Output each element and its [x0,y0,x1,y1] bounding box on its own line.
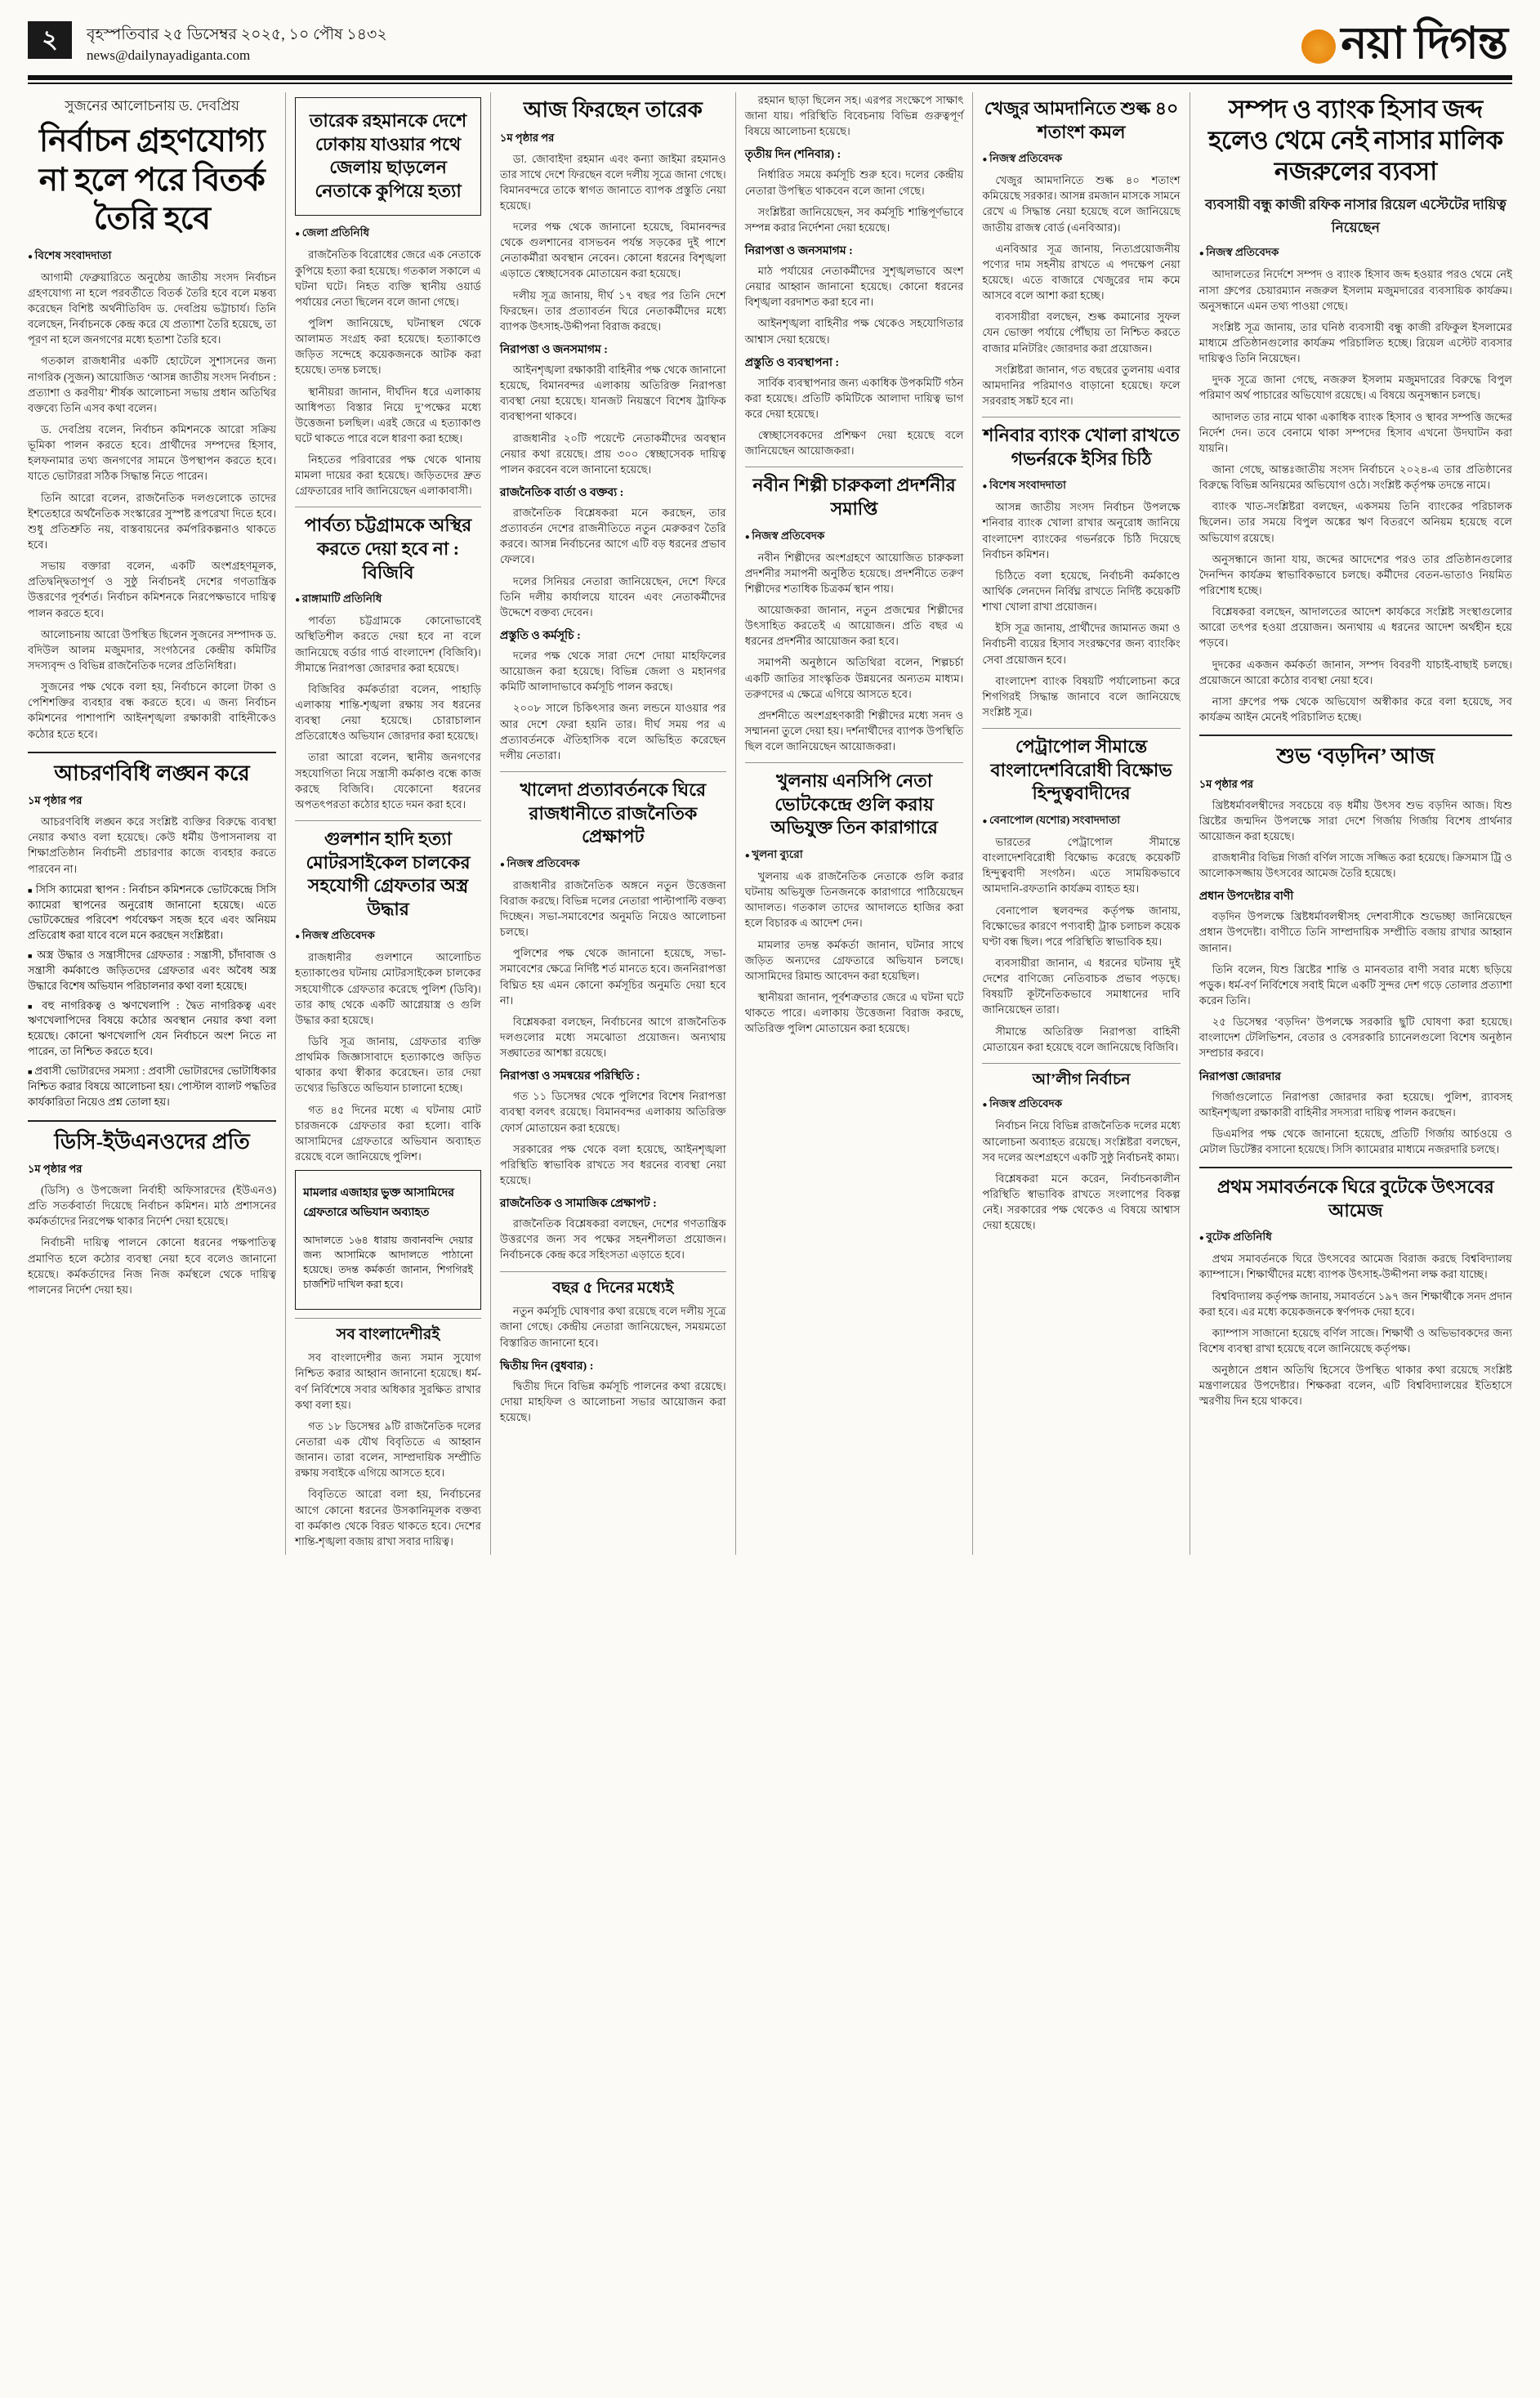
body-paragraph: খেজুর আমদানিতে শুল্ক ৪০ শতাংশ কমিয়েছে সরকার। আসন্ন রমজান মাসকে সামনে রেখে এ সিদ্ধান্ত নেয়া হয়েছে বলে জানিয়েছে জাতীয় রাজস্ব বোর্ড (এনবিআর)। [982,174,1181,234]
body-paragraph: পুলিশ জানিয়েছে, ঘটনাস্থল থেকে আলামত সংগ্রহ করা হয়েছে। হত্যাকাণ্ডে জড়িত সন্দেহে কয়েকজনকে আটক করা হয়েছে। তদন্ত চলছে। [295,316,481,377]
body-paragraph: দলের পক্ষ থেকে সারা দেশে দোয়া মাহফিলের আয়োজন করা হয়েছে। বিভিন্ন জেলা ও মহানগর কমিটি আলাদাভাবে কর্মসূচি পালন করছে। [499,650,726,694]
body-paragraph: গির্জাগুলোতে নিরাপত্তা জোরদার করা হয়েছে। পুলিশ, র‍্যাবসহ আইনশৃঙ্খলা রক্ষাকারী বাহিনীর সদস্যরা দায়িত্ব পালন করছেন। [1199,1090,1512,1119]
body-paragraph: সুজনের পক্ষ থেকে বলা হয়, নির্বাচনে কালো টাকা ও পেশিশক্তির ব্যবহার বন্ধ করতে হবে। এ জন্য নির্বাচন কমিশনের পাশাপাশি আইনশৃঙ্খলা রক্ষাকারী বাহিনীকেও কঠোর হতে হবে। [28,681,277,740]
body-paragraph: মাঠ পর্যায়ের নেতাকর্মীদের সুশৃঙ্খলভাবে অংশ নেয়ার আহ্বান জানানো হয়েছে। কোনো ধরনের বিশৃঙ্খলা বরদাশত করা হবে না। [744,264,964,309]
body-paragraph: সব বাংলাদেশীর জন্য সমান সুযোগ নিশ্চিত করার আহ্বান জানানো হয়েছে। ধর্ম-বর্ণ নির্বিশেষে সবার অধিকার সুরক্ষিত রাখার কথা বলা হয়। [295,1351,481,1411]
sub-headline: বছর ৫ দিনের মধ্যেই [552,1279,674,1297]
body-paragraph: পার্বত্য চট্টগ্রামকে কোনোভাবেই অস্থিতিশীল করতে দেয়া হবে না বলে জানিয়েছে বর্ডার গার্ড বাংলাদেশ (বিজিবি)। সীমান্তে নিরাপত্তা জোরদার করা হয়েছে। [295,614,481,674]
boxed-headline: তারেক রহমানকে দেশে ঢোকায় যাওয়ার পথে জেলায় ছাড়লেন নেতাকে কুপিয়ে হত্যা [309,110,467,201]
body-paragraph: সংশ্লিষ্ট সূত্র জানায়, তার ঘনিষ্ঠ ব্যবসায়ী বন্ধু কাজী রফিকুল ইসলামের মাধ্যমে প্রতিষ্ঠানগুলোর কার্যক্রম পরিচালিত হচ্ছে। রিয়েল এস্টেট ব্যবসার দায়িত্বও তিনি নিয়েছেন। [1199,320,1512,365]
masthead [0,0,1540,74]
lead-headline: নির্বাচন গ্রহণযোগ্য না হলে পরে বিতর্ক তৈরি হবে [38,123,266,237]
article-kicker: ব্যবসায়ী বন্ধু কাজী রফিক নাসার রিয়েল এস্টেটের দায়িত্ব নিয়েছেন [1204,197,1507,236]
body-paragraph: ড. দেবপ্রিয় বলেন, নির্বাচন কমিশনকে আরো সক্রিয় ভূমিকা পালন করতে হবে। প্রার্থীদের সম্পদের হিসাব, হলফনামার তথ্য জনগণের সামনে উপস্থাপন করতে হবে। যাতে ভোটাররা সঠিক সিদ্ধান্ত নিতে পারেন। [28,423,277,483]
website-email: news@dailynayadiganta.com [87,47,251,63]
body-paragraph: ব্যাংক খাত-সংশ্লিষ্টরা বলছেন, একসময় তিনি ব্যাংকের পরিচালক ছিলেন। তার সময়ে বিপুল অঙ্কের ঋণ বিতরণে অনিয়ম হয়েছে বলে অভিযোগ রয়েছে। [1199,500,1512,544]
sub-headline: খালেদা প্রত্যাবর্তনকে ঘিরে রাজধানীতে রাজনৈতিক প্রেক্ষাপট [520,779,707,847]
lead-headline-right: সম্পদ ও ব্যাংক হিসাব জব্দ হলেও থেমে নেই নাসার মালিক নজরুলের ব্যবসা [1208,95,1503,185]
body-paragraph: রাজনৈতিক বিরোধের জেরে এক নেতাকে কুপিয়ে হত্যা করা হয়েছে। গতকাল সকালে এ ঘটনা ঘটে। নিহত ব্যক্তি স্থানীয় ওয়ার্ড পর্যায়ের নেতা ছিলেন বলে জানা গেছে। [295,248,481,308]
body-paragraph: বিবৃতিতে আরো বলা হয়, নির্বাচনের আগে কোনো ধরনের উসকানিমূলক বক্তব্য বা কর্মকাণ্ড থেকে বিরত থাকতে হবে। দেশের শান্তি-শৃঙ্খলা বজায় রাখা সবার দায়িত্ব। [295,1488,481,1547]
continuation-label: ১ম পৃষ্ঠার পর [28,794,83,807]
body-paragraph: ব্যবসায়ীরা বলছেন, শুল্ক কমানোর সুফল যেন ভোক্তা পর্যায়ে পৌঁছায় তা নিশ্চিত করতে বাজার মনিটরিং জোরদার করা প্রয়োজন। [982,310,1181,355]
masthead-dateline-block [87,21,387,64]
byline: ● নিজস্ব প্রতিবেদক [295,927,481,945]
subsection-heading: প্রস্তুতি ও কর্মসূচি : [499,630,581,643]
body-paragraph: আলোচনায় আরো উপস্থিত ছিলেন সুজনের সম্পাদক ড. বদিউল আলম মজুমদার, সংগঠনের কেন্দ্রীয় কমিটির সদস্যবৃন্দ ও বিভিন্ন রাজনৈতিক দলের প্রতিনিধিরা। [28,627,277,672]
body-paragraph: সরকারের পক্ষ থেকে বলা হয়েছে, আইনশৃঙ্খলা পরিস্থিতি স্বাভাবিক রাখতে সব ধরনের ব্যবস্থা নেয়া হয়েছে। [499,1142,726,1187]
subsection-heading: নিরাপত্তা ও জনসমাগম : [499,344,608,357]
body-paragraph: বড়দিন উপলক্ষে খ্রিষ্টধর্মাবলম্বীসহ দেশবাসীকে শুভেচ্ছা জানিয়েছেন প্রধান উপদেষ্টা। বাণীতে তিনি সাম্প্রদায়িক সম্প্রীতি বজায় রাখার আহ্বান জানান। [1199,910,1512,954]
body-paragraph: রাজধানীর ২০টি পয়েন্টে নেতাকর্মীদের অবস্থান নেয়ার কথা রয়েছে। প্রায় ৩০০ স্বেচ্ছাসেবক দায়িত্ব পালন করবেন বলে জানানো হয়েছে। [499,431,726,476]
body-paragraph: স্থানীয়রা জানান, পূর্বশত্রুতার জেরে এ ঘটনা ঘটে থাকতে পারে। এলাকায় উত্তেজনা বিরাজ করছে, অতিরিক্ত পুলিশ মোতায়েন করা হয়েছে। [744,991,964,1035]
subsection-heading: তৃতীয় দিন (শনিবার) : [744,149,841,162]
section-divider [295,820,481,821]
subsection-heading: প্রধান উপদেষ্টার বাণী [1199,891,1294,904]
body-paragraph: এনবিআর সূত্র জানায়, নিত্যপ্রয়োজনীয় পণ্যের দাম সহনীয় রাখতে এ পদক্ষেপ নেয়া হয়েছে। এতে বাজারে খেজুরের দাম কমে আসবে বলে আশা করা হচ্ছে। [982,242,1181,302]
body-paragraph: ক্যাম্পাস সাজানো হয়েছে বর্ণিল সাজে। শিক্ষার্থী ও অভিভাবকদের জন্য বিশেষ ব্যবস্থা রাখা হয়েছে বলে জানিয়েছে কর্তৃপক্ষ। [1199,1326,1512,1355]
subsection-heading: নিরাপত্তা ও সমন্বয়ের পরিস্থিতি : [499,1070,641,1083]
body-paragraph: দলের পক্ষ থেকে জানানো হয়েছে, বিমানবন্দর থেকে গুলশানের বাসভবন পর্যন্ত সড়কের দুই পাশে নেতাকর্মীরা অবস্থান নেবেন। কোনো ধরনের বিশৃঙ্খলা এড়াতে স্বেচ্ছাসেবক মোতায়েন করা হয়েছে। [499,221,726,280]
body-paragraph: আগামী ফেব্রুয়ারিতে অনুষ্ঠেয় জাতীয় সংসদ নির্বাচন গ্রহণযোগ্য না হলে পরবর্তীতে বিতর্ক তৈরি হবে বলে মন্তব্য করেছেন বিশিষ্ট অর্থনীতিবিদ ড. দেবপ্রিয় ভট্টাচার্য। তিনি বলেছেন, নির্বাচনকে কেন্দ্র করে যে প্রত্যাশা তৈরি হয়েছে, তা পূরণ না হলে জনগণের মধ্যে হতাশা তৈরি হবে। [28,270,277,346]
sub-headline: খুলনায় এনসিপি নেতা ভোটকেন্দ্রে গুলি করায় অভিযুক্ত তিন কারাগারে [770,770,938,838]
masthead-right [1301,19,1507,68]
body-paragraph: বিজিবির কর্মকর্তারা বলেন, পাহাড়ি এলাকায় শান্তি-শৃঙ্খলা রক্ষায় সব ধরনের ব্যবস্থা নেয়া হয়েছে। চোরাচালান প্রতিরোধেও অভিযান জোরদার করা হয়েছে। [295,682,481,743]
byline: ● নিজস্ব প্রতিবেদক [500,855,726,873]
sub-headline: নবীন শিল্পী চারুকলা প্রদর্শনীর সমাপ্তি [752,475,956,519]
body-paragraph: জানা গেছে, আন্তঃজাতীয় সংসদ নির্বাচনে ২০২৪-এ তার প্রতিষ্ঠানের বিরুদ্ধে বিভিন্ন অনিয়মের অভিযোগ ওঠে। সংশ্লিষ্ট কর্তৃপক্ষ তদন্তে নামে। [1199,462,1512,492]
body-paragraph: ২৫ ডিসেম্বর ‘বড়দিন’ উপলক্ষে সরকারি ছুটি ঘোষণা করা হয়েছে। বাংলাদেশ টেলিভিশন, বেতার ও বেসরকারি চ্যানেলগুলো বিশেষ অনুষ্ঠান সম্প্রচার করবে। [1199,1016,1512,1060]
section-divider [500,771,726,772]
body-paragraph: ডিএমপির পক্ষ থেকে জানানো হয়েছে, প্রতিটি গির্জায় আর্চওয়ে ও মেটাল ডিটেক্টর বসানো হয়েছে। সিসি ক্যামেরার মাধ্যমে নজরদারি চলছে। [1199,1127,1512,1155]
boxed-story [295,97,481,216]
body-paragraph: গত ১১ ডিসেম্বর থেকে পুলিশের বিশেষ নিরাপত্তা ব্যবস্থা বলবৎ রয়েছে। বিমানবন্দর এলাকায় অতিরিক্ত ফোর্স মোতায়েন করা হয়েছে। [499,1090,726,1134]
section-divider [1199,1167,1512,1168]
body-paragraph: ডা. জোবাইদা রহমান এবং কন্যা জাইমা রহমানও তার সাথে দেশে ফিরছেন বলে দলীয় সূত্রে জানা গেছে। বিমানবন্দরে তাকে স্বাগত জানাতে ব্যাপক প্রস্তুতি নেয়া হয়েছে। [499,152,726,212]
body-paragraph: রাজনৈতিক বিশ্লেষকরা বলছেন, দেশের গণতান্ত্রিক উত্তরণের জন্য সব পক্ষের সহনশীলতা প্রয়োজন। নির্বাচনকে কেন্দ্র করে সহিংসতা এড়াতে হবে। [499,1217,726,1262]
sub-headline: সব বাংলাদেশীরই [336,1325,440,1343]
section-divider [28,1120,276,1122]
continuation-label: ১ম পৃষ্ঠার পর [499,131,555,144]
body-paragraph: রাজধানীর গুলশানে আলোচিত হত্যাকাণ্ডের ঘটনায় মোটরসাইকেল চালকের সহযোগীকে গ্রেফতার করেছে পুলিশ (ডিবি)। তার কাছ থেকে একটি আগ্নেয়াস্ত্র ও গুলি উদ্ধার করা হয়েছে। [295,951,481,1026]
subsection-heading: রাজনৈতিক বার্তা ও বক্তব্য : [499,487,624,500]
body-paragraph: সংশ্লিষ্টরা জানিয়েছেন, সব কর্মসূচি শান্তিপূর্ণভাবে সম্পন্ন করার নির্দেশনা দেয়া হয়েছে। [744,205,964,234]
list-item: ■ সিসি ক্যামেরা স্থাপন : নির্বাচন কমিশনকে ভোটকেন্দ্রে সিসি ক্যামেরা স্থাপনের অনুরোধ জানানো হয়েছে। এতে ভোটকেন্দ্রের পরিবেশ পর্যবেক্ষণ সহজ হবে এবং অনিয়ম প্রতিরোধ করা যাবে বলে মনে করছেন সংশ্লিষ্টরা। [28,882,276,944]
masthead-left [28,21,387,64]
byline: ● নিজস্ব প্রতিবেদক [982,1095,1180,1114]
body-paragraph: রাজধানীর বিভিন্ন গির্জা বর্ণিল সাজে সজ্জিত করা হয়েছে। ক্রিসমাস ট্রি ও আলোকসজ্জায় উৎসবের আমেজ তৈরি হয়েছে। [1199,851,1512,880]
list-item: ■ অস্ত্র উদ্ধার ও সন্ত্রাসীদের গ্রেফতার : সন্ত্রাসী, চাঁদাবাজ ও সন্ত্রাসী কর্মকাণ্ডে জড়িতদের গ্রেফতার এবং অবৈধ অস্ত্র উদ্ধারে বিশেষ অভিযান পরিচালনার কথা বলা হয়েছে। [28,948,276,994]
body-paragraph: বেনাপোল স্থলবন্দর কর্তৃপক্ষ জানায়, বিক্ষোভের কারণে পণ্যবাহী ট্রাক চলাচল কয়েক ঘণ্টা বন্ধ ছিল। পরে পরিস্থিতি স্বাভাবিক হয়। [982,904,1181,948]
body-paragraph: তিনি বলেন, যিশু খ্রিষ্টের শান্তি ও মানবতার বাণী সবার মধ্যে ছড়িয়ে পড়ুক। ধর্ম-বর্ণ নির্বিশেষে সবাই মিলে একটি সুন্দর দেশ গড়ে তোলার প্রত্যাশা করেন তিনি। [1199,962,1512,1007]
body-paragraph: নির্বাচন নিয়ে বিভিন্ন রাজনৈতিক দলের মধ্যে আলোচনা অব্যাহত রয়েছে। সংশ্লিষ্টরা বলছেন, সব দলের অংশগ্রহণে একটি সুষ্ঠু নির্বাচনই কাম্য। [982,1119,1181,1163]
body-paragraph: নাসা গ্রুপের পক্ষ থেকে অভিযোগ অস্বীকার করে বলা হয়েছে, সব কার্যক্রম আইন মেনেই পরিচালিত হচ্ছে। [1199,694,1512,723]
body-paragraph: ডিবি সূত্র জানায়, গ্রেফতার ব্যক্তি প্রাথমিক জিজ্ঞাসাবাদে হত্যাকাণ্ডে জড়িত থাকার কথা স্বীকার করেছেন। তার দেয়া তথ্যের ভিত্তিতে অভিযান চালানো হচ্ছে। [295,1035,481,1095]
body-paragraph: বিশ্লেষকরা বলছেন, আদালতের আদেশ কার্যকরে সংশ্লিষ্ট সংস্থাগুলোর আরো তৎপর হওয়া প্রয়োজন। অন্যথায় এ ধরনের আদেশ অর্থহীন হয়ে পড়বে। [1199,605,1512,650]
body-paragraph: আয়োজকরা জানান, নতুন প্রজন্মের শিল্পীদের উৎসাহিত করতেই এ আয়োজন। প্রতি বছর এ ধরনের প্রদর্শনীর আয়োজন করা হবে। [744,604,964,648]
byline: ● জেলা প্রতিনিধি [295,224,481,243]
subsection-heading: দ্বিতীয় দিন (বুধবার) : [499,1360,594,1373]
date-line: বৃহস্পতিবার ২৫ ডিসেম্বর ২০২৫, ১০ পৌষ ১৪৩২ [87,26,387,43]
boxed-subhead: মামলার এজাহার ভুক্ত আসামিদের গ্রেফতারে অভিযান অব্যাহত [303,1187,454,1220]
body-paragraph: দুদকের একজন কর্মকর্তা জানান, সম্পদ বিবরণী যাচাই-বাছাই চলছে। প্রয়োজনে আরো কঠোর ব্যবস্থা নেয়া হবে। [1199,658,1512,686]
byline: ● বুটেক প্রতিনিধি [1199,1228,1512,1247]
body-paragraph: প্রদর্শনীতে অংশগ্রহণকারী শিল্পীদের মধ্যে সনদ ও সম্মাননা তুলে দেয়া হয়। দর্শনার্থীদের ব্যাপক উপস্থিতি ছিল বলে জানিয়েছেন আয়োজকরা। [744,708,964,753]
column-3 [491,92,736,1555]
body-paragraph: আইনশৃঙ্খলা বাহিনীর পক্ষ থেকেও সহযোগিতার আশ্বাস দেয়া হয়েছে। [744,317,964,346]
body-paragraph: তারা আরো বলেন, স্থানীয় জনগণের সহযোগিতা নিয়ে সন্ত্রাসী কর্মকাণ্ড বন্ধে কাজ করছে বিজিবি। যেকোনো ধরনের অপতৎপরতা কঠোর হাতে দমন করা হবে। [295,751,481,810]
body-paragraph: ইসি সূত্র জানায়, প্রার্থীদের জামানত জমা ও নির্বাচনী ব্যয়ের হিসাব সংরক্ষণের জন্য ব্যাংকিং সেবা প্রয়োজন হবে। [982,622,1181,666]
sub-headline: প্রথম সমাবর্তনকে ঘিরে বুটেকে উৎসবের আমেজ [1216,1177,1494,1221]
body-paragraph: আসন্ন জাতীয় সংসদ নির্বাচন উপলক্ষে শনিবার ব্যাংক খোলা রাখার অনুরোধ জানিয়ে বাংলাদেশ ব্যাংকের গভর্নরকে চিঠি দিয়েছে নির্বাচন কমিশন। [982,501,1181,560]
body-paragraph: নবীন শিল্পীদের অংশগ্রহণে আয়োজিত চারুকলা প্রদর্শনীর সমাপনী অনুষ্ঠিত হয়েছে। প্রদর্শনীতে তরুণ শিল্পীদের শতাধিক চিত্রকর্ম স্থান পায়। [744,551,964,595]
body-paragraph: নিহতের পরিবারের পক্ষ থেকে থানায় মামলা দায়ের করা হয়েছে। জড়িতদের দ্রুত গ্রেফতারের দাবি জানিয়েছেন এলাকাবাসী। [295,453,481,498]
column-4 [736,92,974,1555]
column-6 [1190,92,1512,1555]
byline: ● বেনাপোল (যশোর) সংবাদদাতা [982,811,1180,830]
column-2 [286,92,491,1555]
section-divider [745,762,964,763]
boxed-paragraph: আদালতে ১৬৪ ধারায় জবানবন্দি দেয়ার জন্য আসামিকে আদালতে পাঠানো হয়েছে। তদন্ত কর্মকর্তা জানান, শিগগিরই চার্জশিট দাখিল করা হবে। [303,1234,473,1291]
subsection-heading: রাজনৈতিক ও সামাজিক প্রেক্ষাপট : [499,1198,657,1211]
body-paragraph: দলের সিনিয়র নেতারা জানিয়েছেন, দেশে ফিরে তিনি দলীয় কার্যালয়ে যাবেন এবং নেতাকর্মীদের উদ্দেশে বক্তব্য দেবেন। [499,574,726,618]
boxed-note [295,1170,481,1310]
body-paragraph: সংশ্লিষ্টরা জানান, গত বছরের তুলনায় এবার আমদানির পরিমাণও বাড়ানো হয়েছে। ফলে সরবরাহ সঙ্কট হবে না। [982,363,1181,408]
body-paragraph: মামলার তদন্ত কর্মকর্তা জানান, ঘটনার সাথে জড়িত অন্যদের গ্রেফতারে অভিযান চলছে। আসামিদের রিমান্ড আবেদন করা হয়েছিল। [744,938,964,982]
list-item: ■ প্রবাসী ভোটারদের সমস্যা : প্রবাসী ভোটারদের ভোটাধিকার নিশ্চিত করার বিষয়ে আলোচনা হয়। পোস্টাল ব্যালট পদ্ধতির কার্যকারিতা নিয়েও প্রশ্ন তোলা হয়। [28,1064,276,1110]
list-item: ■ বহু নাগরিকত্ব ও ঋণখেলাপি : দ্বৈত নাগরিকত্ব এবং ঋণখেলাপিদের বিষয়ে কঠোর অবস্থান নেয়ার কথা বলা হয়েছে। কোনো ঋণখেলাপি যেন নির্বাচনে অংশ নিতে না পারেন, তা নিশ্চিত করতে হবে। [28,998,276,1060]
byline: ● নিজস্ব প্রতিবেদক [745,527,964,546]
section-divider [28,752,276,753]
body-paragraph: নির্ধারিত সময়ে কর্মসূচি শুরু হবে। দলের কেন্দ্রীয় নেতারা উপস্থিত থাকবেন বলে জানা গেছে। [744,168,964,197]
body-paragraph: স্বেচ্ছাসেবকদের প্রশিক্ষণ দেয়া হয়েছে বলে জানিয়েছেন আয়োজকরা। [744,429,964,458]
body-paragraph: আইনশৃঙ্খলা রক্ষাকারী বাহিনীর পক্ষ থেকে জানানো হয়েছে, বিমানবন্দর এলাকায় অতিরিক্ত নিরাপত্তা ব্যবস্থা নেয়া হয়েছে। যানজট নিয়ন্ত্রণে বিশেষ ট্রাফিক ব্যবস্থাপনা থাকবে। [499,364,726,423]
sub-headline: শনিবার ব্যাংক খোলা রাখতে গভর্নরকে ইসির চিঠি [983,425,1180,469]
article-headline: খেজুর আমদানিতে শুল্ক ৪০ শতাংশ কমল [984,98,1179,142]
sub-headline: পার্বত্য চট্টগ্রামকে অস্থির করতে দেয়া হবে না : বিজিবি [304,515,472,583]
continuation-label: ১ম পৃষ্ঠার পর [28,1163,83,1176]
sun-icon [1301,29,1336,64]
page-number: ২ [28,21,72,59]
body-paragraph: গতকাল রাজধানীর একটি হোটেলে সুশাসনের জন্য নাগরিক (সুজন) আয়োজিত ‘আসন্ন জাতীয় সংসদ নির্বাচন : প্রত্যাশা ও করণীয়’ শীর্ষক আলোচনা সভায় প্রধান অতিথির বক্তব্যে তিনি এসব কথা বলেন। [28,355,277,414]
page-columns [0,84,1540,1588]
section-divider [500,1271,726,1272]
body-paragraph: সমাপনী অনুষ্ঠানে অতিথিরা বলেন, শিল্পচর্চা একটি জাতির সাংস্কৃতিক উন্নয়নের অন্যতম মাধ্যম। তরুণদের এ ক্ষেত্রে এগিয়ে আসতে হবে। [744,656,964,700]
continuation-label: ১ম পৃষ্ঠার পর [1199,777,1254,790]
body-paragraph: রাজধানীর রাজনৈতিক অঙ্গনে নতুন উত্তেজনা বিরাজ করছে। বিভিন্ন দলের নেতারা পাল্টাপাল্টি বক্তব্য দিচ্ছেন। সভা-সমাবেশের অনুমতি নিয়েও আলোচনা চলছে। [499,878,726,939]
body-paragraph: ব্যবসায়ীরা জানান, এ ধরনের ঘটনায় দুই দেশের বাণিজ্যে নেতিবাচক প্রভাব পড়ছে। বিষয়টি কূটনৈতিকভাবে সমাধানের দাবি জানিয়েছেন তারা। [982,956,1181,1016]
body-paragraph: গত ১৮ ডিসেম্বর ৯টি রাজনৈতিক দলের নেতারা এক যৌথ বিবৃতিতে এ আহ্বান জানান। তারা বলেন, সাম্প্রদায়িক সম্প্রীতি রক্ষায় সবাইকে এগিয়ে আসতে হবে। [295,1419,481,1480]
sub-headline: আ’লীগ নির্বাচন [1032,1070,1131,1088]
section-divider [982,1063,1180,1064]
sub-headline: আচরণবিধি লঙ্ঘন করে [54,761,250,785]
masthead-rule-thick [28,75,1512,80]
newspaper-logo [1301,19,1507,68]
body-paragraph: অনুষ্ঠানে প্রধান অতিথি হিসেবে উপস্থিত থাকার কথা রয়েছে সংশ্লিষ্ট মন্ত্রণালয়ের উপদেষ্টার। শিক্ষকরা বলেন, এটি বিশ্ববিদ্যালয়ের ইতিহাসে স্মরণীয় দিন হয়ে থাকবে। [1199,1364,1512,1408]
body-paragraph: নির্বাচনী দায়িত্ব পালনে কোনো ধরনের পক্ষপাতিত্ব প্রমাণিত হলে কঠোর ব্যবস্থা নেয়া হবে বলেও জানানো হয়েছে। কর্মকর্তাদের নিজ নিজ কর্মস্থলে থেকে দায়িত্ব পালনের নির্দেশ দেয়া হয়। [28,1236,277,1296]
body-paragraph: বাংলাদেশ ব্যাংক বিষয়টি পর্যালোচনা করে শিগগিরই সিদ্ধান্ত জানাবে বলে জানিয়েছে সংশ্লিষ্ট সূত্র। [982,674,1181,719]
body-paragraph: সভায় বক্তারা বলেন, একটি অংশগ্রহণমূলক, প্রতিদ্বন্দ্বিতাপূর্ণ ও সুষ্ঠু নির্বাচনই দেশের গণতান্ত্রিক উত্তরণের পূর্বশর্ত। নির্বাচন কমিশনকে নিরপেক্ষভাবে দায়িত্ব পালন করতে হবে। [28,560,277,619]
byline: ● বিশেষ সংবাদদাতা [28,247,276,266]
body-paragraph: (ডিসি) ও উপজেলা নির্বাহী অফিসারদের (ইউএনও) প্রতি সতর্কবার্তা দিয়েছে নির্বাচন কমিশন। মাঠ প্রশাসনের কর্মকর্তাদের নিরপেক্ষ থাকার নির্দেশ দেয়া হয়েছে। [28,1184,277,1228]
body-paragraph: রহমান ছাড়া ছিলেন সহ। এরপর সংক্ষেপে সাক্ষাৎ জানা যায়। পরিস্থিতি বিবেচনায় বিভিন্ন গুরুত্বপূর্ণ বিষয়ে আলোচনা হয়েছে। [744,94,964,138]
column-5 [973,92,1190,1555]
body-paragraph: রাজনৈতিক বিশ্লেষকরা মনে করছেন, তার প্রত্যাবর্তন দেশের রাজনীতিতে নতুন মেরুকরণ তৈরি করবে। আসন্ন নির্বাচনের আগে এটি বড় ধরনের প্রভাব ফেলবে। [499,507,726,566]
article-kicker: সুজনের আলোচনায় ড. দেবপ্রিয় [65,98,239,114]
section-divider [295,1318,481,1319]
body-paragraph: সীমান্তে অতিরিক্ত নিরাপত্তা বাহিনী মোতায়েন করা হয়েছে বলে জানিয়েছে বিজিবি। [982,1025,1181,1053]
sub-headline: শুভ ‘বড়দিন’ আজ [1276,744,1435,769]
subsection-heading: নিরাপত্তা জোরদার [1199,1070,1281,1083]
body-paragraph: দ্বিতীয় দিনে বিভিন্ন কর্মসূচি পালনের কথা রয়েছে। দোয়া মাহফিল ও আলোচনা সভার আয়োজন করা হয়েছে। [499,1379,726,1423]
body-paragraph: আদালতের নির্দেশে সম্পদ ও ব্যাংক হিসাব জব্দ হওয়ার পরও থেমে নেই নাসা গ্রুপের চেয়ারম্যান নজরুল ইসলাম মজুমদারের ব্যবসায়িক কার্যক্রম। অনুসন্ধানে এমন তথ্য পাওয়া গেছে। [1199,268,1512,312]
byline: ● নিজস্ব প্রতিবেদক [1199,243,1512,262]
byline: ● খুলনা ব্যুরো [745,846,964,864]
sub-headline: ডিসি-ইউএনওদের প্রতি [54,1129,250,1154]
section-divider [1199,735,1512,736]
byline: ● বিশেষ সংবাদদাতা [982,476,1180,495]
body-paragraph: নতুন কর্মসূচি ঘোষণার কথা রয়েছে বলে দলীয় সূত্রে জানা গেছে। কেন্দ্রীয় নেতারা জানিয়েছেন, সময়মতো বিস্তারিত জানানো হবে। [499,1305,726,1349]
sub-headline: পেট্রাপোল সীমান্তে বাংলাদেশবিরোধী বিক্ষোভ হিন্দুত্ববাদীদের [990,736,1172,804]
body-paragraph: তিনি আরো বলেন, রাজনৈতিক দলগুলোকে তাদের ইশতেহারে অর্থনৈতিক সংস্কারের সুস্পষ্ট রূপরেখা দিতে হবে। শুধু প্রতিশ্রুতি নয়, বাস্তবায়নের কর্মপরিকল্পনাও থাকতে হবে। [28,491,277,551]
body-paragraph: আদালত তার নামে থাকা একাধিক ব্যাংক হিসাব ও স্থাবর সম্পত্তি জব্দের নির্দেশ দেন। তবে বেনামে থাকা সম্পদের হিসাব এখনো উদঘাটন করা যায়নি। [1199,410,1512,454]
body-paragraph: অনুসন্ধানে জানা যায়, জব্দের আদেশের পরও তার প্রতিষ্ঠানগুলোর দৈনন্দিন কার্যক্রম স্বাভাবিকভাবে চলছে। কর্মীদের বেতন-ভাতাও নিয়মিত পরিশোধ হচ্ছে। [1199,552,1512,596]
body-paragraph: দলীয় সূত্র জানায়, দীর্ঘ ১৭ বছর পর তিনি দেশে ফিরছেন। তার প্রত্যাবর্তন ঘিরে নেতাকর্মীদের মধ্যে ব্যাপক উৎসাহ-উদ্দীপনা বিরাজ করছে। [499,288,726,333]
body-paragraph: গত ৪৫ দিনের মধ্যে এ ঘটনায় মোট চারজনকে গ্রেফতার করা হলো। বাকি আসামিদের গ্রেফতারে অভিযান অব্যাহত রয়েছে বলে জানিয়েছে পুলিশ। [295,1103,481,1163]
subsection-heading: নিরাপত্তা ও জনসমাগম : [744,244,853,257]
body-paragraph: সার্বিক ব্যবস্থাপনার জন্য একাধিক উপকমিটি গঠন করা হয়েছে। প্রতিটি কমিটিকে আলাদা দায়িত্ব ভাগ করে দেয়া হয়েছে। [744,376,964,420]
column-1 [28,92,286,1555]
body-paragraph: আচরণবিধি লঙ্ঘন করে সংশ্লিষ্ট ব্যক্তির বিরুদ্ধে ব্যবস্থা নেয়ার কথাও বলা হয়েছে। কেউ ধর্মীয় উপাসনালয় বা শিক্ষাপ্রতিষ্ঠান নির্বাচনী প্রচারণার কাজে ব্যবহার করতে পারবেন না। [28,815,277,875]
body-paragraph: বিশ্লেষকরা মনে করেন, নির্বাচনকালীন পরিস্থিতি স্বাভাবিক রাখতে সংলাপের বিকল্প নেই। সরকারের পক্ষ থেকেও এ বিষয়ে আশ্বাস দেয়া হয়েছে। [982,1172,1181,1232]
body-paragraph: খুলনায় এক রাজনৈতিক নেতাকে গুলি করার ঘটনায় অভিযুক্ত তিনজনকে কারাগারে পাঠিয়েছেন আদালত। গতকাল তাদের আদালতে হাজির করা হলে বিচারক এ আদেশ দেন। [744,870,964,930]
body-paragraph: ভারতের পেট্রাপোল সীমান্তে বাংলাদেশবিরোধী বিক্ষোভ করেছে কয়েকটি হিন্দুত্ববাদী সংগঠন। এতে সাময়িকভাবে আমদানি-রফতানি কার্যক্রম ব্যাহত হয়। [982,835,1181,895]
body-paragraph: দুদক সূত্রে জানা গেছে, নজরুল ইসলাম মজুমদারের বিরুদ্ধে বিপুল পরিমাণ অর্থ পাচারের অভিযোগ রয়েছে। এ বিষয়ে অনুসন্ধান চলছে। [1199,373,1512,402]
body-paragraph: চিঠিতে বলা হয়েছে, নির্বাচনী কর্মকাণ্ডে আর্থিক লেনদেন নির্বিঘ্ন রাখতে নির্দিষ্ট কয়েকটি শাখা খোলা রাখা প্রয়োজন। [982,569,1181,614]
body-paragraph: ২০০৮ সালে চিকিৎসার জন্য লন্ডনে যাওয়ার পর আর দেশে ফেরা হয়নি তার। দীর্ঘ সময় পর এ প্রত্যাবর্তনকে ঐতিহাসিক বলে অভিহিত করেছেন দলীয় নেতারা। [499,702,726,761]
section-divider [982,417,1180,418]
body-paragraph: প্রথম সমাবর্তনকে ঘিরে উৎসবের আমেজ বিরাজ করছে বিশ্ববিদ্যালয় ক্যাম্পাসে। শিক্ষার্থীদের মধ্যে ব্যাপক উৎসাহ-উদ্দীপনা লক্ষ করা যাচ্ছে। [1199,1253,1512,1281]
byline: ● রাঙ্গামাটি প্রতিনিধি [295,590,481,609]
body-paragraph: বিশ্লেষকরা বলছেন, নির্বাচনের আগে রাজনৈতিক দলগুলোর মধ্যে সমঝোতা প্রয়োজন। অন্যথায় সঙ্ঘাতের আশঙ্কা রয়েছে। [499,1015,726,1060]
body-paragraph: বিশ্ববিদ্যালয় কর্তৃপক্ষ জানায়, সমাবর্তনে ১৯৭ জন শিক্ষার্থীকে সনদ প্রদান করা হবে। এর মধ্যে কয়েকজনকে স্বর্ণপদক দেয়া হবে। [1199,1289,1512,1318]
sub-headline: গুলশান হাদি হত্যা মোটরসাইকেল চালকের সহযোগী গ্রেফতার অস্ত্র উদ্ধার [306,828,471,919]
article-headline: আজ ফিরছেন তারেক [523,98,703,122]
section-divider [982,728,1180,729]
logo-text: নয়া দিগন্ত [1341,19,1507,68]
body-paragraph: স্থানীয়রা জানান, দীর্ঘদিন ধরে এলাকায় আধিপত্য বিস্তার নিয়ে দু’পক্ষের মধ্যে উত্তেজনা চলছিল। এরই জেরে এ হত্যাকাণ্ড ঘটে থাকতে পারে বলে ধারণা করা হচ্ছে। [295,385,481,444]
byline: ● নিজস্ব প্রতিবেদক [982,150,1180,168]
body-paragraph: পুলিশের পক্ষ থেকে জানানো হয়েছে, সভা-সমাবেশের ক্ষেত্রে নির্দিষ্ট শর্ত মানতে হবে। জননিরাপত্তা বিঘ্নিত হয় এমন কোনো কর্মসূচির অনুমতি দেয়া হবে না। [499,947,726,1007]
body-paragraph: খ্রিষ্টধর্মাবলম্বীদের সবচেয়ে বড় ধর্মীয় উৎসব শুভ বড়দিন আজ। যিশু খ্রিষ্টের জন্মদিন উপলক্ষে সারা দেশে গির্জায় গির্জায় বিশেষ প্রার্থনার আয়োজন করা হয়েছে। [1199,798,1512,842]
subsection-heading: প্রস্তুতি ও ব্যবস্থাপনা : [744,356,840,369]
